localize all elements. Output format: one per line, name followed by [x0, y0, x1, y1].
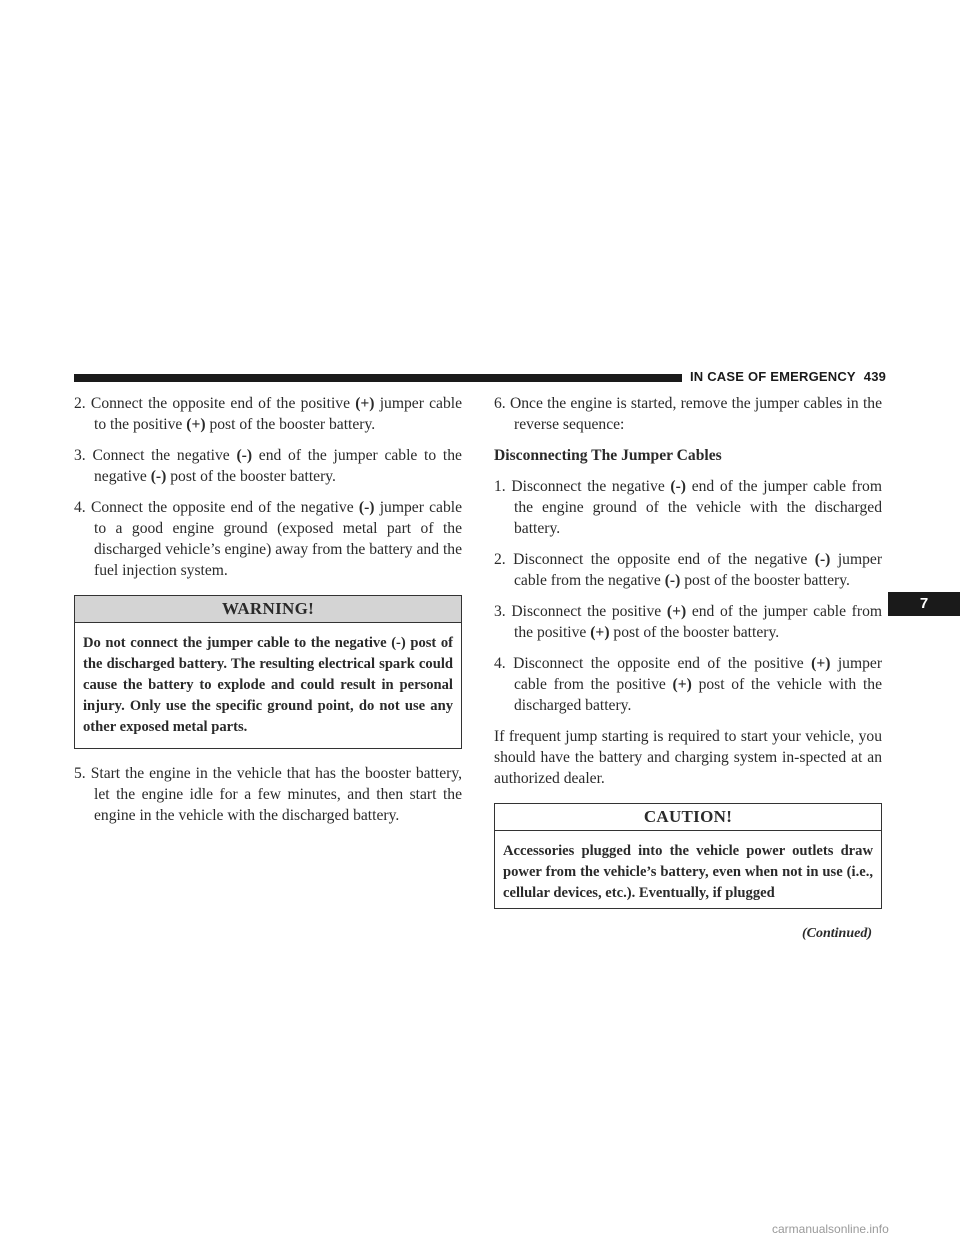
step-3-connect-negative: 3. Connect the negative (-) end of the jumper cable to the negative (-) post of the booster battery.	[74, 447, 462, 485]
subheading-disconnecting: Disconnecting The Jumper Cables	[494, 447, 722, 464]
jump-start-paragraph: If frequent jump starting is required to start your vehicle, you should have the battery and charging system in-spected at an authorized dealer.	[494, 728, 882, 787]
page-number: 439	[863, 369, 887, 384]
right-column	[494, 393, 882, 944]
warning-box	[74, 595, 462, 749]
caution-text: Accessories plugged into the vehicle power outlets draw power from the vehicle’s battery, even when not in use (i.e., cellular devices, etc.). Eventually, if plugged	[503, 843, 873, 901]
section-title: IN CASE OF EMERGENCY	[690, 369, 856, 384]
left-column	[74, 393, 462, 836]
watermark: carmanualsonline.info	[772, 1222, 889, 1236]
step-6-remove-cables: 6. Once the engine is started, remove the jumper cables in the reverse sequence:	[494, 395, 882, 433]
caution-title: CAUTION!	[495, 804, 881, 831]
header-rule	[74, 374, 682, 382]
disconnect-step-1: 1. Disconnect the negative (-) end of the jumper cable from the engine ground of the vehicle with the discharged battery.	[494, 478, 882, 537]
continued-note: (Continued)	[801, 926, 872, 941]
running-header	[690, 369, 890, 384]
chapter-tab: 7	[888, 592, 960, 616]
warning-title: WARNING!	[75, 596, 461, 623]
step-5-start-engine: 5. Start the engine in the vehicle that has the booster battery, let the engine idle for a few minutes, and then start the engine in the vehicle with the discharged battery.	[74, 765, 462, 824]
disconnect-step-4: 4. Disconnect the opposite end of the positive (+) jumper cable from the positive (+) post of the vehicle with the discharged battery.	[494, 655, 883, 714]
disconnect-step-2: 2. Disconnect the opposite end of the negative (-) jumper cable from the negative (-) post of the booster battery.	[494, 551, 883, 589]
caution-box	[494, 803, 882, 909]
disconnect-step-3: 3. Disconnect the positive (+) end of the jumper cable from the positive (+) post of the booster battery.	[494, 603, 882, 641]
step-2-connect-positive: 2. Connect the opposite end of the positive (+) jumper cable to the positive (+) post of the booster battery.	[74, 395, 462, 433]
step-4-connect-ground: 4. Connect the opposite end of the negative (-) jumper cable to a good engine ground (exposed metal part of the discharged vehicle’s engine) away from the battery and the fuel injection system.	[74, 499, 463, 579]
warning-text: Do not connect the jumper cable to the negative (-) post of the discharged battery. The resulting electrical spark could cause the battery to explode and could result in personal injury. Only use the specific ground point, do not use any other exposed metal parts.	[83, 635, 453, 735]
